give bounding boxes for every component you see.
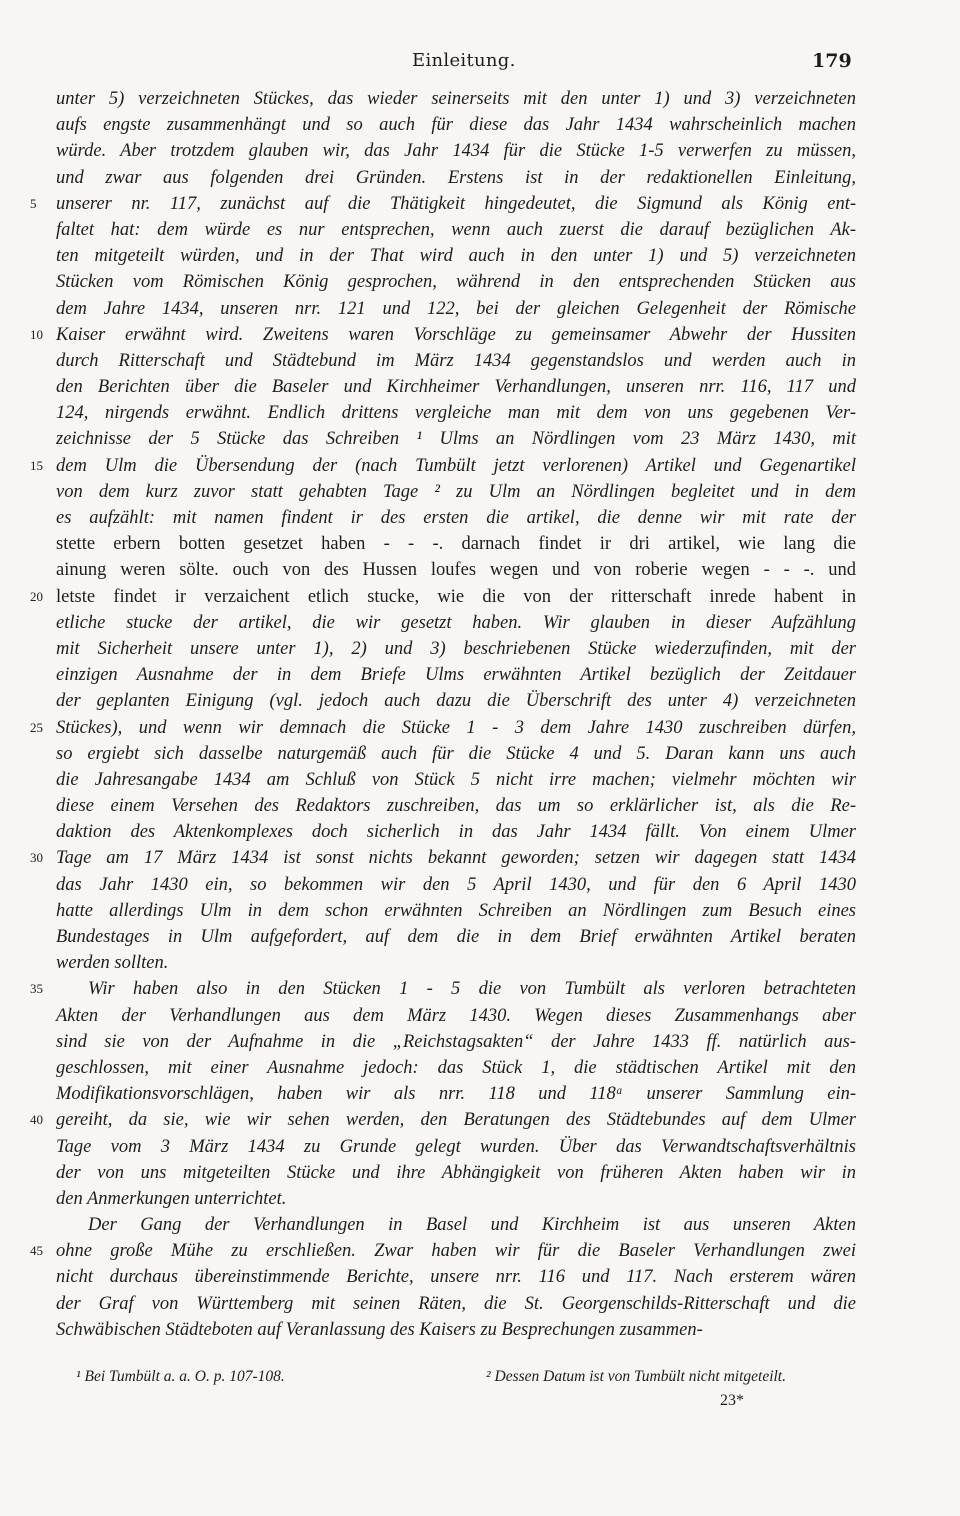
line-text: zeichnisse der 5 Stücke das Schreiben ¹ Ulms an Nördlingen vom 23 März 1430, mit: [56, 429, 856, 450]
line-text: das Jahr 1430 ein, so bekommen wir den 5 April 1430, und für den 6 April 1430: [56, 874, 856, 895]
text-line: [56, 269, 856, 295]
line-text: ainung weren sölte. ouch von des Hussen loufes wegen und von roberie wegen - - -. und: [56, 560, 856, 581]
signature-mark: 23*: [720, 1392, 744, 1409]
line-text: etliche stucke der artikel, die wir gesetzt haben. Wir glauben in dieser Aufzählung: [56, 612, 856, 633]
text-line: [56, 348, 856, 374]
line-text: faltet hat: dem würde es nur entsprechen, wenn auch zuerst die darauf bezüglichen Ak-: [56, 219, 856, 240]
text-line: [56, 741, 856, 767]
line-text: den Berichten über die Baseler und Kirchheimer Verhandlungen, unseren nrr. 116, 117 und: [56, 377, 856, 398]
line-text: sind sie von der Aufnahme in die „Reichstagsakten“ der Jahre 1433 ff. natürlich aus-: [56, 1031, 856, 1052]
line-text: Modifikationsvorschlägen, haben wir als nrr. 118 und 118ᵃ unserer Sammlung ein-: [56, 1084, 856, 1105]
line-text: daktion des Aktenkomplexes doch sicherlich in das Jahr 1434 fällt. Von einem Ulmer: [56, 822, 856, 843]
text-line: [56, 636, 856, 662]
text-line: [56, 688, 856, 714]
text-line: [56, 243, 856, 269]
text-line: [56, 924, 856, 950]
page-number: 179: [812, 50, 852, 72]
page-header: [0, 50, 960, 80]
text-line: [56, 793, 856, 819]
text-line: [56, 1134, 856, 1160]
line-text: Schwäbischen Städteboten auf Veranlassung des Kaisers zu Besprechungen zusammen-: [56, 1319, 703, 1340]
text-line: [30, 584, 856, 610]
line-text: Bundestages in Ulm aufgefordert, auf dem die in dem Brief erwähnten Artikel beraten: [56, 927, 856, 947]
text-line: [30, 1238, 856, 1264]
line-text: letste findet ir verzaichent etlich stucke, wie die von der ritterschaft inrede habent in: [56, 586, 856, 607]
line-text: einzigen Ausnahme der in dem Briefe Ulms erwähnten Artikel bezüglich der Zeitdauer: [56, 665, 856, 686]
text-line: [30, 191, 856, 217]
line-text: und zwar aus folgenden drei Gründen. Erstens ist in der redaktionellen Einleitung,: [56, 167, 856, 188]
line-text: 124, nirgends erwähnt. Endlich drittens vergleiche man mit dem von uns gegebenen Ver-: [56, 403, 856, 424]
text-line: [56, 1291, 856, 1317]
footnote-1: ¹ Bei Tumbült a. a. O. p. 107-108.: [76, 1368, 285, 1385]
text-line: [56, 296, 856, 322]
line-text: Stückes), und wenn wir demnach die Stücke 1 - 3 dem Jahre 1430 zuschreiben dürfen,: [56, 717, 856, 738]
line-text: Kaiser erwähnt wird. Zweitens waren Vorschläge zu gemeinsamer Abwehr der Hussiten: [56, 324, 856, 345]
text-line: [56, 479, 856, 505]
line-text: den Anmerkungen unterrichtet.: [56, 1188, 287, 1209]
text-line: [30, 715, 856, 741]
text-line: [56, 872, 856, 898]
line-text: Tage am 17 März 1434 ist sonst nichts bekannt geworden; setzen wir dagegen statt 1434: [56, 848, 856, 869]
body-text: [30, 86, 856, 1343]
line-text: hatte allerdings Ulm in dem schon erwähnten Schreiben an Nördlingen zum Besuch eines: [56, 900, 856, 921]
text-line: [56, 138, 856, 164]
running-title: Einleitung.: [412, 50, 516, 71]
line-text: von dem kurz zuvor statt gehabten Tage ² zu Ulm an Nördlingen begleitet und in dem: [56, 481, 856, 502]
text-line: [30, 1107, 856, 1133]
text-line: [30, 453, 856, 479]
text-line: [56, 531, 856, 557]
line-text: so ergiebt sich dasselbe naturgemäß auch für die Stücke 4 und 5. Daran kann uns auch: [56, 743, 856, 764]
text-line: [56, 165, 856, 191]
line-text: der geplanten Einigung (vgl. jedoch auch dazu die Überschrift des unter 4) verzeichneten: [56, 691, 856, 712]
text-line: [56, 400, 856, 426]
text-line: [56, 374, 856, 400]
text-line: [56, 1317, 856, 1343]
line-number: 30: [30, 850, 43, 866]
line-text: stette erbern botten gesetzet haben - - -. darnach findet ir dri artikel, wie lang die: [56, 534, 856, 555]
line-text: dem Jahre 1434, unseren nrr. 121 und 122, bei der gleichen Gelegenheit der Römische: [56, 298, 856, 319]
line-text: der Graf von Württemberg mit seinen Räten, die St. Georgenschilds-Ritterschaft und die: [56, 1293, 856, 1314]
text-line: [56, 898, 856, 924]
text-line: [56, 1212, 856, 1238]
text-line: [56, 1160, 856, 1186]
text-line: [56, 662, 856, 688]
line-text: Tage vom 3 März 1434 zu Grunde gelegt wurden. Über das Verwandtschaftsverhältnis: [56, 1136, 856, 1157]
line-text: diese einem Versehen des Redaktors zuschreiben, das um so erklärlicher ist, als die Re-: [56, 796, 856, 817]
text-line: [56, 610, 856, 636]
text-line: [56, 112, 856, 138]
text-line: [30, 322, 856, 348]
text-line: [56, 217, 856, 243]
text-line: [56, 426, 856, 452]
text-line: [30, 845, 856, 871]
line-number: 35: [30, 981, 43, 997]
text-line: [56, 1029, 856, 1055]
line-text: geschlossen, mit einer Ausnahme jedoch: das Stück 1, die städtischen Artikel mit den: [56, 1057, 856, 1078]
footnote-2: ² Dessen Datum ist von Tumbült nicht mitgeteilt.: [486, 1368, 786, 1385]
text-line: [56, 1055, 856, 1081]
line-text: gereiht, da sie, wie wir sehen werden, den Beratungen des Städtebundes auf dem Ulmer: [56, 1110, 856, 1131]
line-number: 15: [30, 457, 43, 473]
line-text: aufs engste zusammenhängt und so auch für diese das Jahr 1434 wahrscheinlich machen: [56, 115, 856, 136]
text-line: [56, 819, 856, 845]
line-text: Der Gang der Verhandlungen in Basel und Kirchheim ist aus unseren Akten: [88, 1215, 856, 1236]
line-text: Stücken vom Römischen König gesprochen, während in den entsprechenden Stücken aus: [56, 272, 856, 293]
text-line: [56, 505, 856, 531]
line-text: mit Sicherheit unsere unter 1), 2) und 3) beschriebenen Stücke wiederzufinden, mit der: [56, 638, 856, 659]
text-line: [56, 86, 856, 112]
line-number: 5: [30, 195, 37, 211]
text-line: [56, 950, 856, 976]
line-number: 10: [30, 326, 43, 342]
line-text: durch Ritterschaft und Städtebund im März 1434 gegenstandslos und werden auch in: [56, 350, 856, 371]
text-line: [56, 1081, 856, 1107]
line-text: dem Ulm die Übersendung der (nach Tumbült jetzt verlorenen) Artikel und Gegenartikel: [56, 455, 856, 476]
text-line: [30, 976, 856, 1002]
line-number: 45: [30, 1243, 43, 1259]
line-text: Wir haben also in den Stücken 1 - 5 die von Tumbült als verloren betrachteten: [88, 979, 856, 1000]
text-line: [56, 1186, 856, 1212]
line-text: würde. Aber trotzdem glauben wir, das Jahr 1434 für die Stücke 1-5 verwerfen zu müssen,: [56, 141, 856, 162]
text-line: [56, 1264, 856, 1290]
line-text: ten mitgeteilt würden, und in der That wird auch in den unter 1) und 5) verzeichneten: [56, 246, 856, 267]
line-text: unter 5) verzeichneten Stückes, das wieder seinerseits mit den unter 1) und 3) verzeichneten: [56, 89, 856, 109]
line-number: 40: [30, 1112, 43, 1128]
text-line: [56, 1003, 856, 1029]
line-text: es aufzählt: mit namen findent ir des ersten die artikel, die denne wir mit rate der: [56, 508, 856, 528]
line-text: werden sollten.: [56, 953, 169, 974]
line-text: unserer nr. 117, zunächst auf die Thätigkeit hingedeutet, die Sigmund als König ent-: [56, 193, 856, 214]
text-line: [56, 557, 856, 583]
text-line: [56, 767, 856, 793]
line-text: nicht durchaus übereinstimmende Berichte, unsere nrr. 116 und 117. Nach ersterem wären: [56, 1267, 856, 1288]
line-number: 20: [30, 588, 43, 604]
line-text: ohne große Mühe zu erschließen. Zwar haben wir für die Baseler Verhandlungen zwei: [56, 1241, 856, 1262]
line-text: der von uns mitgeteilten Stücke und ihre Abhängigkeit von früheren Akten haben wir in: [56, 1162, 856, 1183]
line-text: Akten der Verhandlungen aus dem März 1430. Wegen dieses Zusammenhangs aber: [56, 1005, 856, 1026]
line-number: 25: [30, 719, 43, 735]
line-text: die Jahresangabe 1434 am Schluß von Stück 5 nicht irre machen; vielmehr möchten wir: [56, 769, 856, 790]
